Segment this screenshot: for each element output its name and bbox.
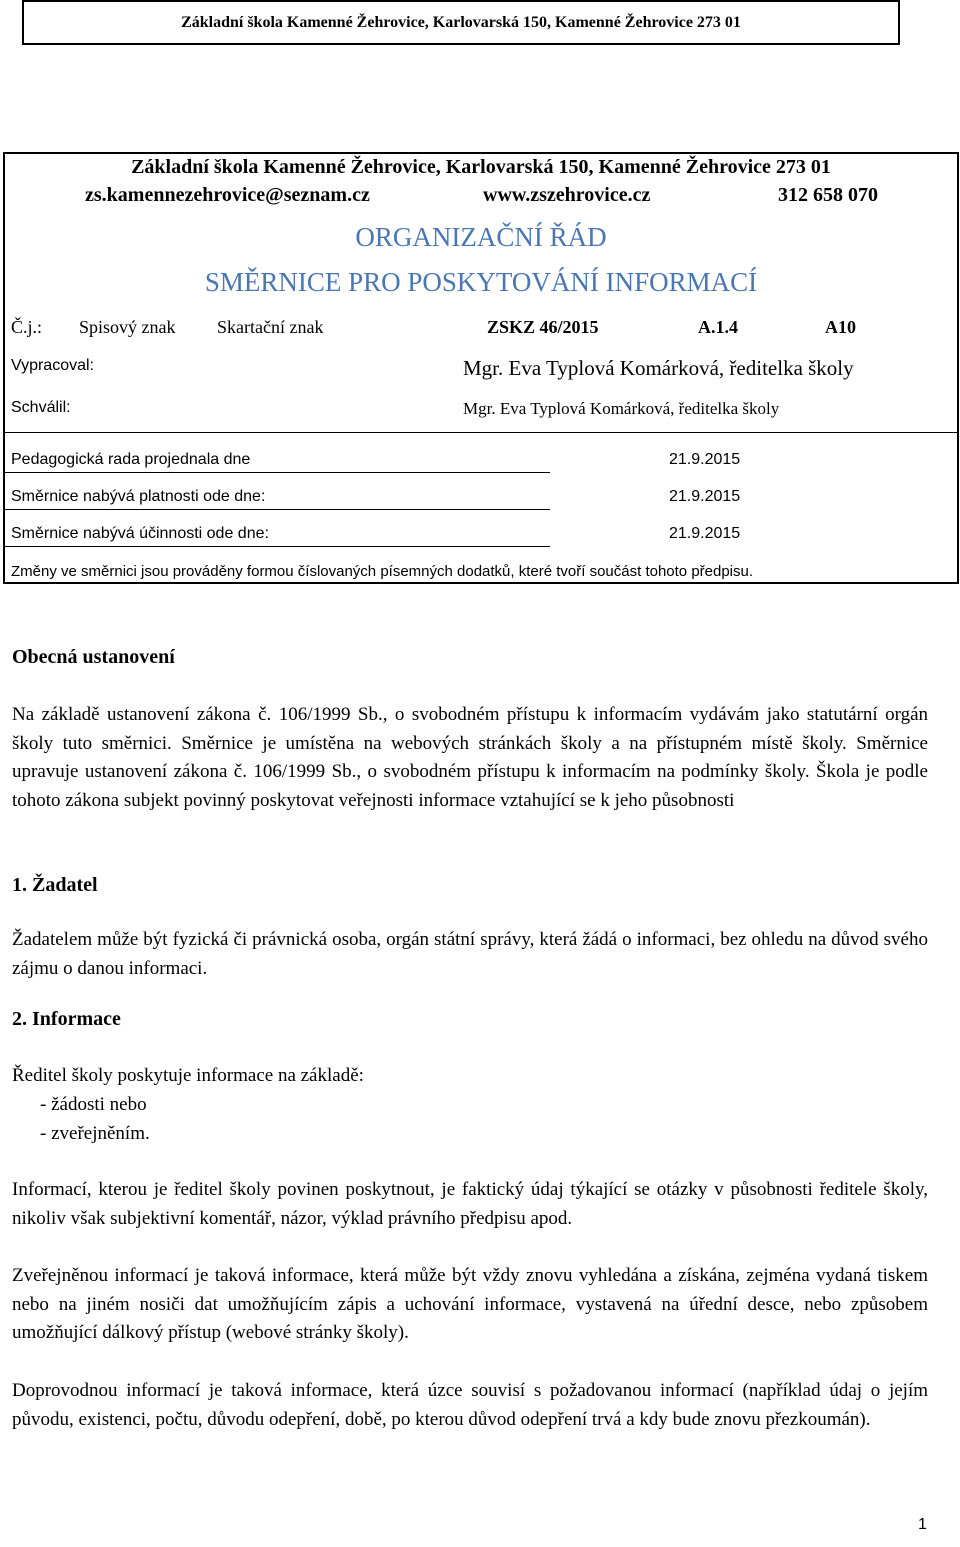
row-underline (5, 472, 550, 473)
cj-label: Č.j.: (11, 317, 43, 337)
zadatel-paragraph: Žadatelem může být fyzická či právnická osoba, orgán státní správy, která žádá o informaci, bez ohledu na důvod svého zájmu o danou informaci. (12, 929, 928, 979)
row-value: 21.9.2015 (669, 525, 741, 542)
row-label: Pedagogická rada projednala dne (11, 451, 251, 468)
row-underline (5, 546, 550, 547)
page-number: 1 (918, 1516, 927, 1533)
document-info-box (3, 152, 959, 584)
doc-subtitle: SMĚRNICE PRO POSKYTOVÁNÍ INFORMACÍ (204, 267, 758, 297)
website: www.zszehrovice.cz (483, 184, 651, 206)
section-heading-zadatel: 1. Žadatel (12, 874, 98, 896)
changes-note: Změny ve směrnici jsou prováděny formou číslovaných písemných dodatků, které tvoří součást tohoto předpisu. (11, 563, 754, 580)
phone: 312 658 070 (778, 184, 878, 206)
spis-label: Spisový znak (79, 317, 176, 337)
section-heading-informace: 2. Informace (12, 1008, 121, 1030)
row-underline (5, 509, 550, 510)
list-item: - zveřejněním. (40, 1123, 150, 1144)
row-value: 21.9.2015 (669, 451, 741, 468)
section-heading-general: Obecná ustanovení (12, 646, 175, 668)
vypracoval-label: Vypracoval: (11, 357, 94, 374)
list-item: - žádosti nebo (40, 1094, 147, 1115)
informace-paragraph-2: Zveřejněnou informací je taková informace, která může být vždy znovu vyhledána a získána, zejména vydaná tiskem nebo na jiném nosiči dat umožňujícím zápis a uchování informace, vystavená na úřední desce, nebo způsobem umožňující dálkový přístup (webové stránky školy). (12, 1265, 928, 1344)
informace-intro: Ředitel školy poskytuje informace na základě: (12, 1065, 364, 1086)
informace-paragraph-1: Informací, kterou je ředitel školy povinen poskytnout, je faktický údaj týkající se otázky v působnosti ředitele školy, nikoliv však subjektivní komentář, názor, výklad právního předpisu apod. (12, 1179, 928, 1229)
skart-value: A10 (825, 317, 856, 337)
running-header-text: Základní škola Kamenné Žehrovice, Karlovarská 150, Kamenné Žehrovice 273 01 (181, 13, 741, 31)
school-line: Základní škola Kamenné Žehrovice, Karlovarská 150, Kamenné Žehrovice 273 01 (131, 156, 831, 178)
zskz-number: ZSKZ 46/2015 (487, 317, 599, 337)
divider (5, 432, 957, 433)
schvalil-label: Schválil: (11, 399, 71, 416)
row-label: Směrnice nabývá účinnosti ode dne: (11, 525, 269, 542)
email: zs.kamennezehrovice@seznam.cz (85, 184, 370, 206)
doc-title: ORGANIZAČNÍ ŘÁD (355, 222, 607, 252)
schvalil-value: Mgr. Eva Typlová Komárková, ředitelka školy (463, 399, 780, 418)
spis-value: A.1.4 (698, 317, 738, 337)
row-value: 21.9.2015 (669, 488, 741, 505)
general-paragraph: Na základě ustanovení zákona č. 106/1999 Sb., o svobodném přístupu k informacím vydávám jako statutární orgán školy tuto směrnici. Směrnice je umístěna na webových stránkách školy a na přístupném místě školy. Směrnice upravuje ustanovení zákona č. 106/1999 Sb., o svobodném přístupu k informacím na podmínky školy. Škola je podle tohoto zákona subjekt povinný poskytovat veřejnosti informace vztahující se k jeho působnosti (12, 704, 928, 811)
row-label: Směrnice nabývá platnosti ode dne: (11, 488, 266, 505)
running-header (22, 0, 900, 45)
vypracoval-value: Mgr. Eva Typlová Komárková, ředitelka školy (463, 356, 854, 380)
skart-label: Skartační znak (217, 317, 324, 337)
informace-paragraph-3: Doprovodnou informací je taková informace, která úzce souvisí s požadovanou informací (například údaj o jejím původu, existenci, počtu, důvodu odepření, době, po kterou důvod odepření trvá a kdy bude znovu přezkoumán). (12, 1380, 928, 1430)
